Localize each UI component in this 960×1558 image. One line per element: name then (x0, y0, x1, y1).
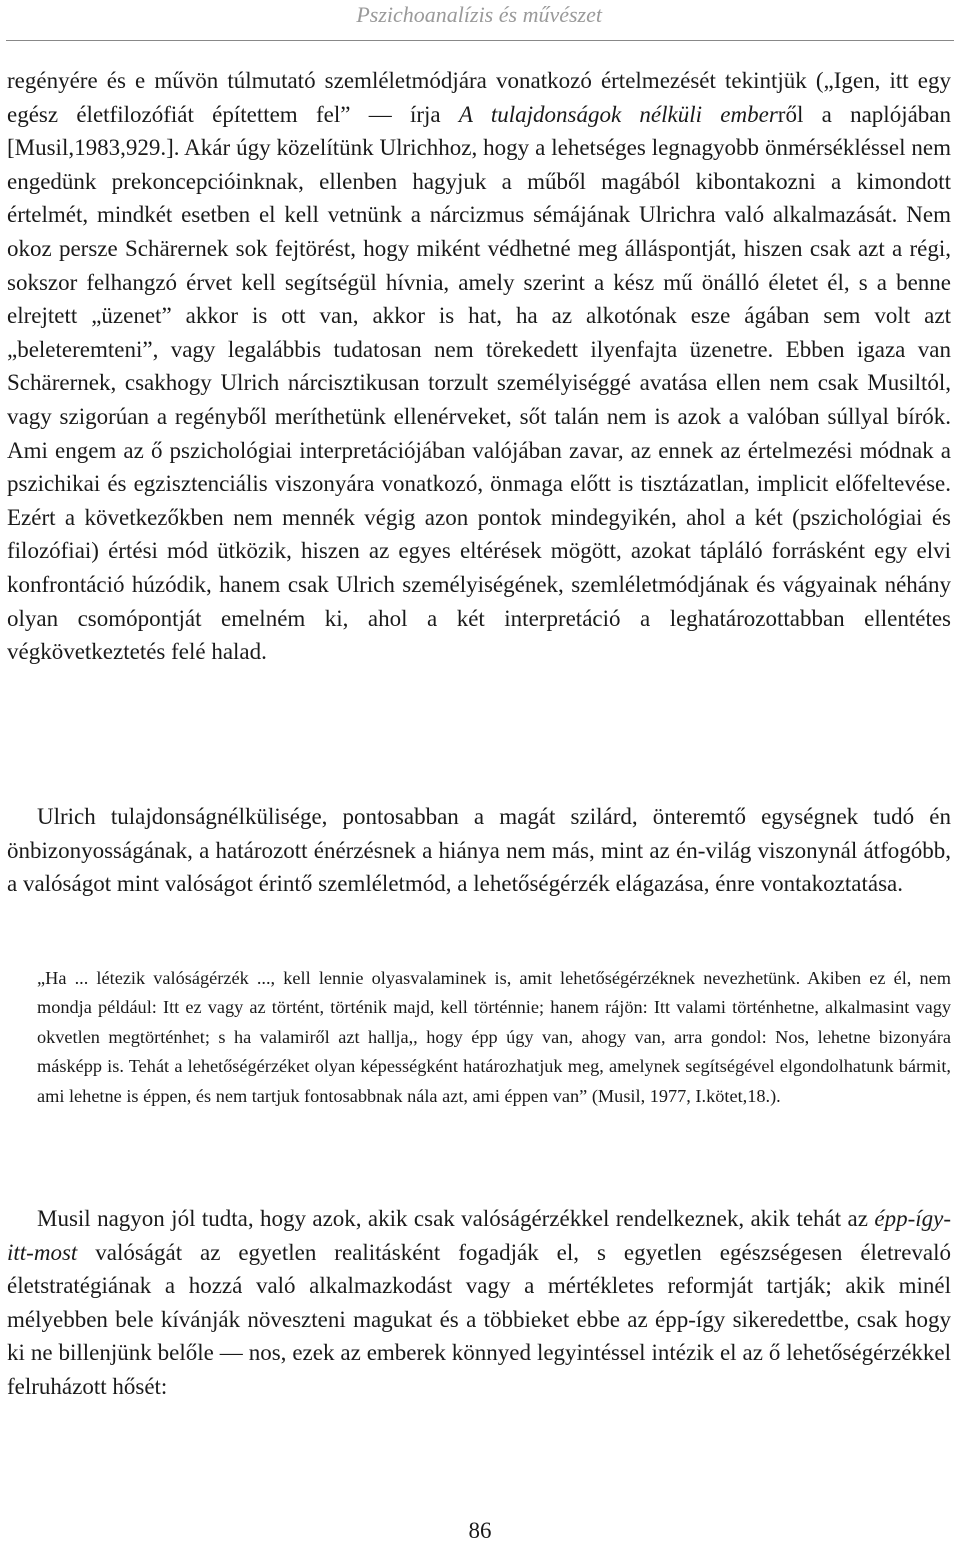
p1-book-title: A tulajdonságok nélküli ember (458, 101, 778, 127)
body-paragraph-2: Ulrich tulajdonságnélkülisége, pontosabban a magát szilárd, önteremtő egységnek tudó én önbizonyosságának, a határozott énérzésnek a hiánya nem más, mint az én-világ viszonynál átfogóbb, a valóságot mint valóságot érintő szemléletmód, a lehetőségérzék elágazása, énre vontakoztatása. (7, 804, 951, 897)
p1-text-b: ről a naplójában [Musil,1983,929.]. Akár úgy közelítünk Ulrichhoz, hogy a lehetséges legnagyobb önmérsékléssel nem engedünk prekoncepcióinknak, ellenben hagyjuk a műből magából kibontakozni a kimondott értelmét, mindkét esetben el kell vetnünk a nárcizmus sémájának Ulrichra való alkalmazását. Nem okoz persze Schärernek sok fejtörést, hogy miként védhetné meg álláspontját, hiszen csak azt a régi, sokszor felhangzó érvet kell segítségül hívnia, amely szerint a kész mű önálló életet él, s a benne elrejtett „üzenet” akkor is ott van, akkor is hat, ha az alkotónak esze ágában sem volt azt „beleteremteni”, vagy legalábbis tudatosan nem törekedett ilyenfajta üzenetre. Ebben igaza van Schärernek, csakhogy Ulrich nárcisztikusan torzult személyiséggé avatása ellen nem csak Musiltól, vagy szigorúan a regényből meríthetünk ellenérveket, sőt talán nem is azok a valóban súllyal bírók. Ami engem az ő pszichológiai interpretációjában valójában zavar, az ennek az értelmezési módnak a pszichikai és egzisztenciális viszonyára vonatkozó, önmaga előtt is tisztázatlan, implicit előfeltevése. Ezért a következőkben nem mennék végig azon pontok mindegyikén, ahol a két (pszichológiai és filozófiai) értési mód ütközik, hiszen az egyes eltérések mögött, azokat tápláló forrásként egy elvi konfrontáció húzódik, hanem csak Ulrich személyiségének, szemléletmódjának és vágyainak néhány olyan csomópontját emelném ki, ahol a két interpretáció a leghatározottabban ellentétes végkövetkeztetés felé halad. (7, 101, 951, 665)
p1-text-a: regényére és e művön túlmutató szemléletmódjára vonatkozó értelmezését tekintjük („Igen, itt egy egész életfilozófiát építettem fel” — írja (7, 68, 951, 127)
block-quote: „Ha ... létezik valóságérzék ..., kell lennie olyasvalaminek is, amit lehetőségérzéknek nevezhetünk. Akiben ez él, nem mondja például: Itt ez vagy az történt, történik majd, kell történnie; hanem rájön: Itt valami történhetne, alkalmasint vagy okvetlen megtörténhet; s ha valamiről azt hallja,, hogy épp úgy van, ahogy van, arra gondol: Nos, lehetne bizonyára másképp is. Tehát a lehetőségérzéket olyan képességként határozhatjuk meg, amelynek segítségével elgondolhatunk bármit, ami lehetne is éppen, és nem tartjuk fontosabbnak nála azt, ami éppen van” (Musil, 1977, I.kötet,18.). (37, 968, 951, 1106)
p4-text-b: valóságát az egyetlen realitásként fogadják el, s egyetlen egészségesen életrevaló életstratégiának a hozzá való alkalmazkodást vagy a mértékletes reformját tartják; akik minél mélyebben bele kívánják növeszteni magukat és a többieket ebbe az épp-így sikeredettbe, csak hogy ki ne billenjünk belőle — nos, ezek az emberek könnyed legyintéssel intézik el az ő lehetőségérzékkel felruházott hősét: (7, 1239, 951, 1399)
header-divider (6, 40, 954, 41)
p4-emphasis: épp-így-itt-most (7, 1206, 951, 1265)
page-number: 86 (468, 1518, 492, 1543)
body-paragraph-3 (7, 1202, 951, 1404)
running-header-title: Pszichoanalízis és művészet (356, 2, 602, 27)
p4-text-a: Musil nagyon jól tudta, hogy azok, akik csak valóságérzékkel rendelkeznek, akik tehát az (37, 1206, 875, 1231)
body-paragraph-1 (7, 64, 951, 669)
